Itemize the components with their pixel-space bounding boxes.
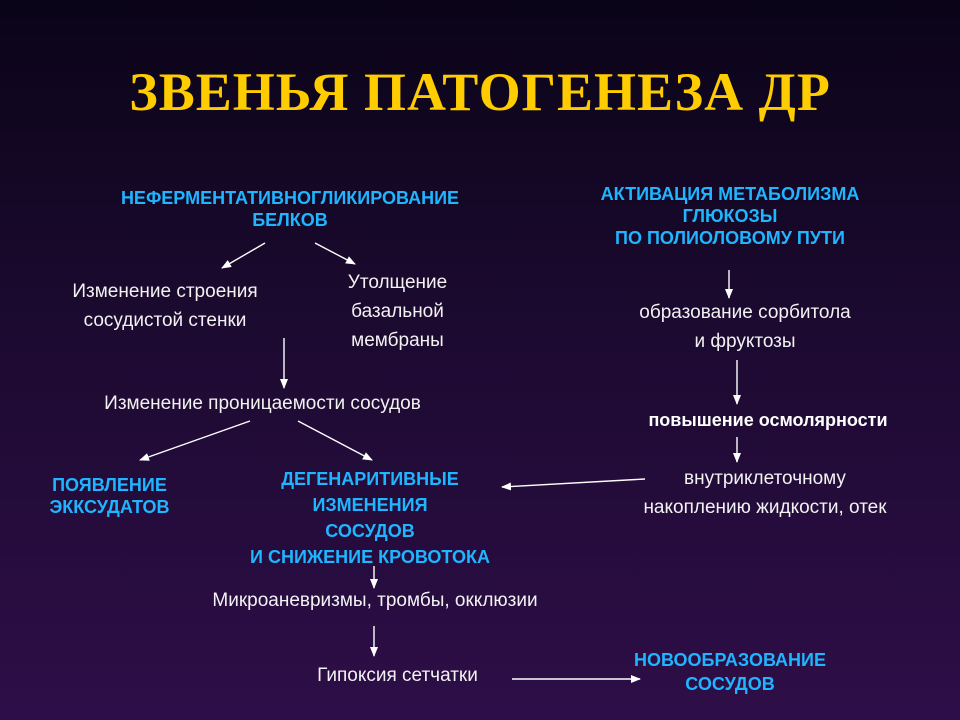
arrow-fluid-to-degenerative — [502, 479, 645, 487]
arrow-header-to-membrane — [315, 243, 355, 264]
slide-title: ЗВЕНЬЯ ПАТОГЕНЕЗА ДР — [129, 62, 831, 122]
arrow-permeability-to-exudates — [140, 421, 250, 460]
vessel-wall-change: Изменение строения сосудистой стенки — [72, 281, 258, 331]
retinal-hypoxia: Гипоксия сетчатки — [317, 665, 478, 686]
microaneurysms: Микроаневризмы, тромбы, окклюзии — [212, 590, 538, 611]
intracellular-fluid: внутриклеточному накоплению жидкости, отек — [643, 468, 887, 518]
exudates-appearance: ПОЯВЛЕНИЕ ЭККСУДАТОВ — [49, 475, 170, 517]
osmolarity-increase: повышение осмолярности — [648, 410, 888, 430]
right-header-polyol: АКТИВАЦИЯ МЕТАБОЛИЗМА ГЛЮКОЗЫ ПО ПОЛИОЛОВОМУ ПУТИ — [600, 184, 860, 248]
sorbitol-formation: образование сорбитола и фруктозы — [639, 302, 851, 352]
neovascularization: НОВООБРАЗОВАНИЕ СОСУДОВ — [634, 650, 826, 694]
left-header-glycation: НЕФЕРМЕНТАТИВНОГЛИКИРОВАНИЕ БЕЛКОВ — [120, 188, 460, 230]
permeability-change: Изменение проницаемости сосудов — [104, 393, 421, 414]
basal-membrane-thickening: Утолщение базальной мембраны — [347, 272, 448, 351]
arrow-permeability-to-degenerative — [298, 421, 372, 460]
degenerative-changes: ДЕГЕНАРИТИВНЫЕ ИЗМЕНЕНИЯ СОСУДОВ И СНИЖЕНИЕ КРОВОТОКА — [250, 469, 490, 567]
arrow-header-to-wall — [222, 243, 265, 268]
